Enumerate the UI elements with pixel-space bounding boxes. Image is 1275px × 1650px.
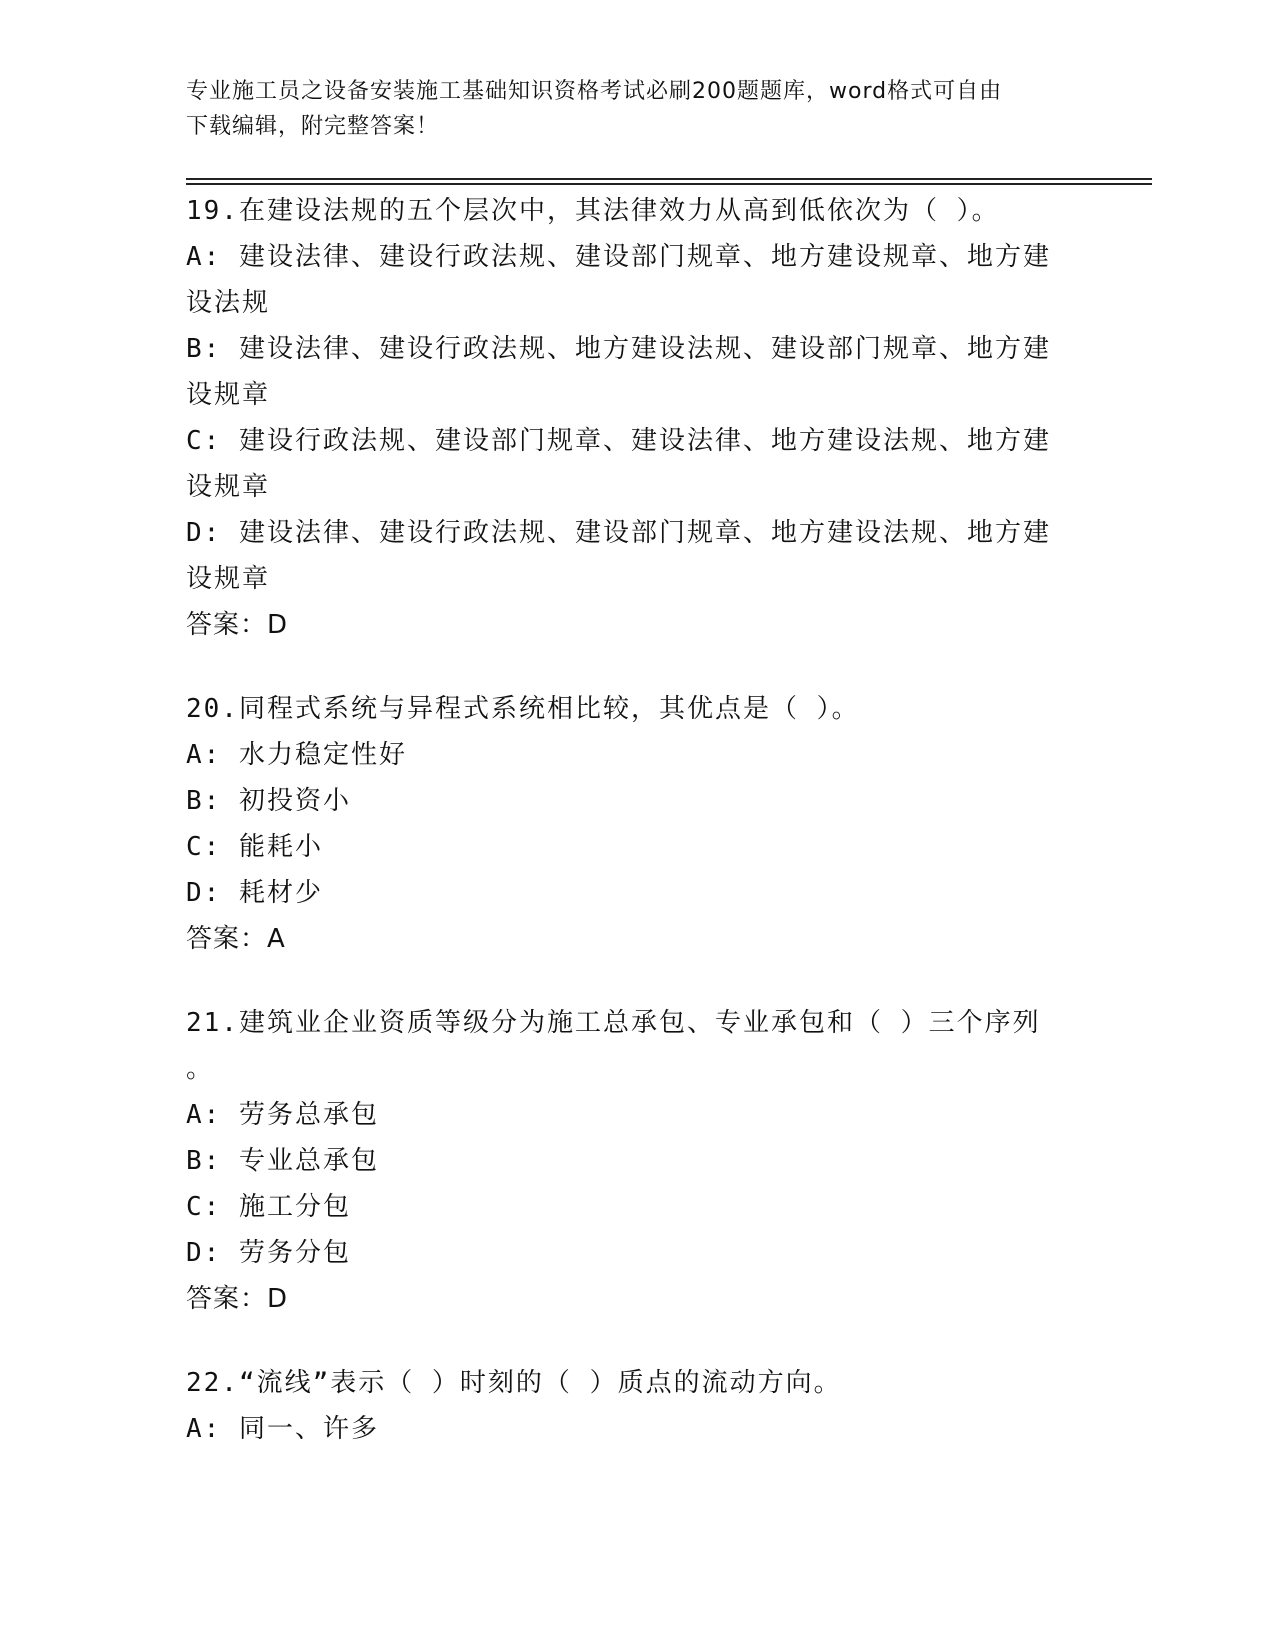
question-20 [186, 686, 1086, 962]
option-b-continuation: 设规章 [186, 380, 271, 410]
option-c: C: 建设行政法规、建设部门规章、建设法律、地方建设法规、地方建 [186, 426, 1051, 456]
option-b: B: 初投资小 [186, 786, 351, 816]
question-stem: 21.建筑业企业资质等级分为施工总承包、专业承包和（ ）三个序列 [186, 1008, 1041, 1038]
option-a: A: 水力稳定性好 [186, 740, 407, 770]
header-line-2: 下载编辑，附完整答案！ [186, 114, 440, 139]
option-d: D: 建设法律、建设行政法规、建设部门规章、地方建设法规、地方建 [186, 518, 1051, 548]
document-header [186, 74, 1066, 144]
question-stem: 22.“流线”表示（ ）时刻的（ ）质点的流动方向。 [186, 1368, 842, 1398]
question-list [186, 188, 1086, 1490]
option-b: B: 专业总承包 [186, 1146, 379, 1176]
header-divider-top [186, 178, 1152, 180]
option-a: A: 建设法律、建设行政法规、建设部门规章、地方建设规章、地方建 [186, 242, 1051, 272]
option-d-continuation: 设规章 [186, 564, 271, 594]
question-22 [186, 1360, 1086, 1452]
option-c-continuation: 设规章 [186, 472, 271, 502]
question-stem-continuation: 。 [186, 1054, 215, 1084]
option-a: A: 同一、许多 [186, 1414, 379, 1444]
option-a: A: 劳务总承包 [186, 1100, 379, 1130]
option-c: C: 能耗小 [186, 832, 323, 862]
option-b: B: 建设法律、建设行政法规、地方建设法规、建设部门规章、地方建 [186, 334, 1051, 364]
question-stem: 19.在建设法规的五个层次中，其法律效力从高到低依次为（ ）。 [186, 196, 1000, 226]
header-line-1: 专业施工员之设备安装施工基础知识资格考试必刷200题题库，word格式可自由 [186, 79, 1003, 104]
question-stem: 20.同程式系统与异程式系统相比较，其优点是（ ）。 [186, 694, 860, 724]
option-d: D: 劳务分包 [186, 1238, 351, 1268]
answer: 答案：A [186, 924, 286, 954]
option-c: C: 施工分包 [186, 1192, 351, 1222]
option-a-continuation: 设法规 [186, 288, 271, 318]
answer: 答案：D [186, 1284, 289, 1314]
answer: 答案：D [186, 610, 289, 640]
question-21 [186, 1000, 1086, 1322]
header-divider-bottom [186, 183, 1152, 185]
option-d: D: 耗材少 [186, 878, 323, 908]
question-19 [186, 188, 1086, 648]
